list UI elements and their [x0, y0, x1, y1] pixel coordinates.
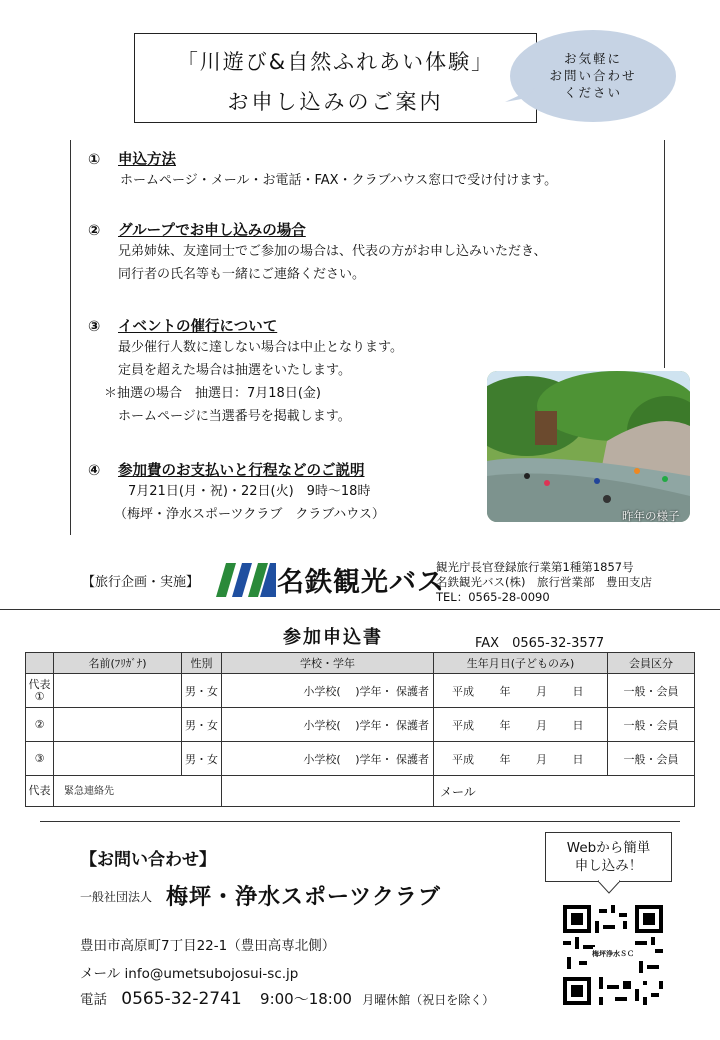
application-form-table [25, 652, 695, 807]
qr-code-icon[interactable] [563, 905, 663, 1005]
section-number: ② [88, 223, 101, 239]
business-hours: 9:00～18:00 [260, 990, 352, 1008]
meitetsu-logo-icon [216, 563, 276, 597]
header-school: 学校・学年 [222, 653, 434, 674]
divider [40, 821, 680, 822]
school-field[interactable]: 小学校( )学年・ 保護者 [222, 742, 434, 776]
flyer-title: 「川遊び&自然ふれあい体験」 [176, 50, 495, 74]
section-number: ③ [88, 319, 101, 335]
organizer-info-line: TEL：0565-28-0090 [436, 590, 550, 604]
member-field[interactable]: 一般・会員 [608, 708, 695, 742]
name-field[interactable] [54, 742, 182, 776]
gender-field[interactable]: 男・女 [182, 708, 222, 742]
web-apply-bubble [545, 832, 672, 882]
header-name: 名前(ﾌﾘｶﾞﾅ) [54, 653, 182, 674]
frame-line-left [70, 140, 71, 535]
emergency-contact-label: 緊急連絡先 [64, 786, 114, 797]
email-label: メール [440, 784, 476, 799]
member-field[interactable]: 一般・会員 [608, 674, 695, 708]
form-fax: FAX 0565-32-3577 [475, 636, 605, 651]
closed-days: 月曜休館（祝日を除く） [362, 993, 495, 1007]
divider [0, 609, 720, 610]
qr-label: 梅坪浄水ＳＣ [592, 950, 634, 958]
section-heading: 参加費のお支払いと行程などのご説明 [118, 463, 365, 479]
contact-title: 【お問い合わせ】 [80, 850, 216, 870]
organizer-logo-text: 名鉄観光バス [277, 567, 445, 598]
section-3 [88, 315, 403, 428]
gender-field[interactable]: 男・女 [182, 742, 222, 776]
table-row [26, 674, 695, 708]
organizer-info-line: 名鉄観光バス(株) 旅行営業部 豊田支店 [436, 575, 652, 589]
section-number: ① [88, 152, 101, 168]
corp-prefix: 一般社団法人 [80, 890, 153, 904]
section-text: 定員を超えた場合は抽選をいたします。 [118, 363, 351, 378]
section-text: 7月21日(月・祝)・22日(火) 9時～18時 [128, 484, 371, 499]
flyer-subtitle: お申し込みのご案内 [227, 90, 444, 114]
section-heading: イベントの催行について [118, 319, 278, 335]
speech-bubble [510, 30, 676, 122]
phone-number[interactable]: 0565-32-2741 [121, 989, 242, 1009]
email-field[interactable] [434, 776, 695, 807]
emergency-rep-label: 代表 [26, 776, 54, 807]
section-heading: グループでお申し込みの場合 [118, 223, 306, 239]
section-text: 同行者の氏名等も一緒にご連絡ください。 [118, 267, 366, 282]
bubble-tail [505, 88, 535, 108]
name-field[interactable] [54, 708, 182, 742]
organizer-label: 【旅行企画・実施】 [82, 575, 200, 590]
header-cell-blank [26, 653, 54, 674]
photo-caption: 昨年の様子 [622, 509, 680, 523]
section-text: 兄弟姉妹、友達同士でご参加の場合は、代表の方がお申し込みいただき、 [118, 244, 547, 259]
table-row [26, 742, 695, 776]
member-field[interactable]: 一般・会員 [608, 742, 695, 776]
organizer-info [436, 560, 652, 605]
birth-field[interactable]: 平成 年 月 日 [434, 742, 608, 776]
row-label: ③ [26, 742, 54, 776]
section-number: ④ [88, 463, 101, 479]
bubble-tail [598, 880, 620, 894]
bubble-line: お問い合わせ [549, 68, 637, 83]
form-title: 参加申込書 [283, 627, 383, 648]
contact-address: 豊田市高原町7丁目22-1（豊田高専北側） [80, 938, 336, 954]
section-text: （梅坪・浄水スポーツクラブ クラブハウス） [114, 507, 385, 522]
phone-label: 電話 [80, 992, 107, 1008]
bubble-line: お気軽に [563, 51, 622, 66]
section-1 [88, 148, 557, 192]
emergency-row [26, 776, 695, 807]
header-member: 会員区分 [608, 653, 695, 674]
section-text: ホームページに当選番号を掲載します。 [118, 409, 351, 424]
contact-phone-line [80, 988, 494, 1009]
web-bubble-line: 申し込み！ [574, 858, 643, 874]
header-birth: 生年月日(子どものみ) [434, 653, 608, 674]
section-4 [88, 459, 385, 526]
school-field[interactable]: 小学校( )学年・ 保護者 [222, 708, 434, 742]
river-photo [487, 371, 690, 522]
section-heading: 申込方法 [118, 152, 176, 168]
birth-field[interactable]: 平成 年 月 日 [434, 674, 608, 708]
table-row [26, 708, 695, 742]
corp-name: 梅坪・浄水スポーツクラブ [166, 885, 441, 910]
web-bubble-line: Webから簡単 [566, 840, 651, 856]
frame-line-right [664, 140, 665, 368]
name-field[interactable] [54, 674, 182, 708]
school-field[interactable]: 小学校( )学年・ 保護者 [222, 674, 434, 708]
flyer-title-box [134, 33, 537, 123]
contact-email[interactable]: メール info@umetsubojosui-sc.jp [80, 966, 299, 982]
section-text: 最少催行人数に達しない場合は中止となります。 [118, 340, 403, 355]
emergency-contact-field[interactable] [222, 776, 434, 807]
section-2 [88, 219, 546, 286]
section-text: ＊抽選の場合 抽選日：7月18日(金) [104, 386, 321, 401]
birth-field[interactable]: 平成 年 月 日 [434, 708, 608, 742]
row-label: 代表 ① [26, 674, 54, 708]
header-gender: 性別 [182, 653, 222, 674]
section-text: ホームページ・メール・お電話・FAX・クラブハウス窓口で受け付けます。 [120, 173, 558, 188]
organizer-info-line: 観光庁長官登録旅行業第1種第1857号 [436, 560, 634, 574]
row-label: ② [26, 708, 54, 742]
bubble-line: ください [563, 85, 622, 100]
gender-field[interactable]: 男・女 [182, 674, 222, 708]
